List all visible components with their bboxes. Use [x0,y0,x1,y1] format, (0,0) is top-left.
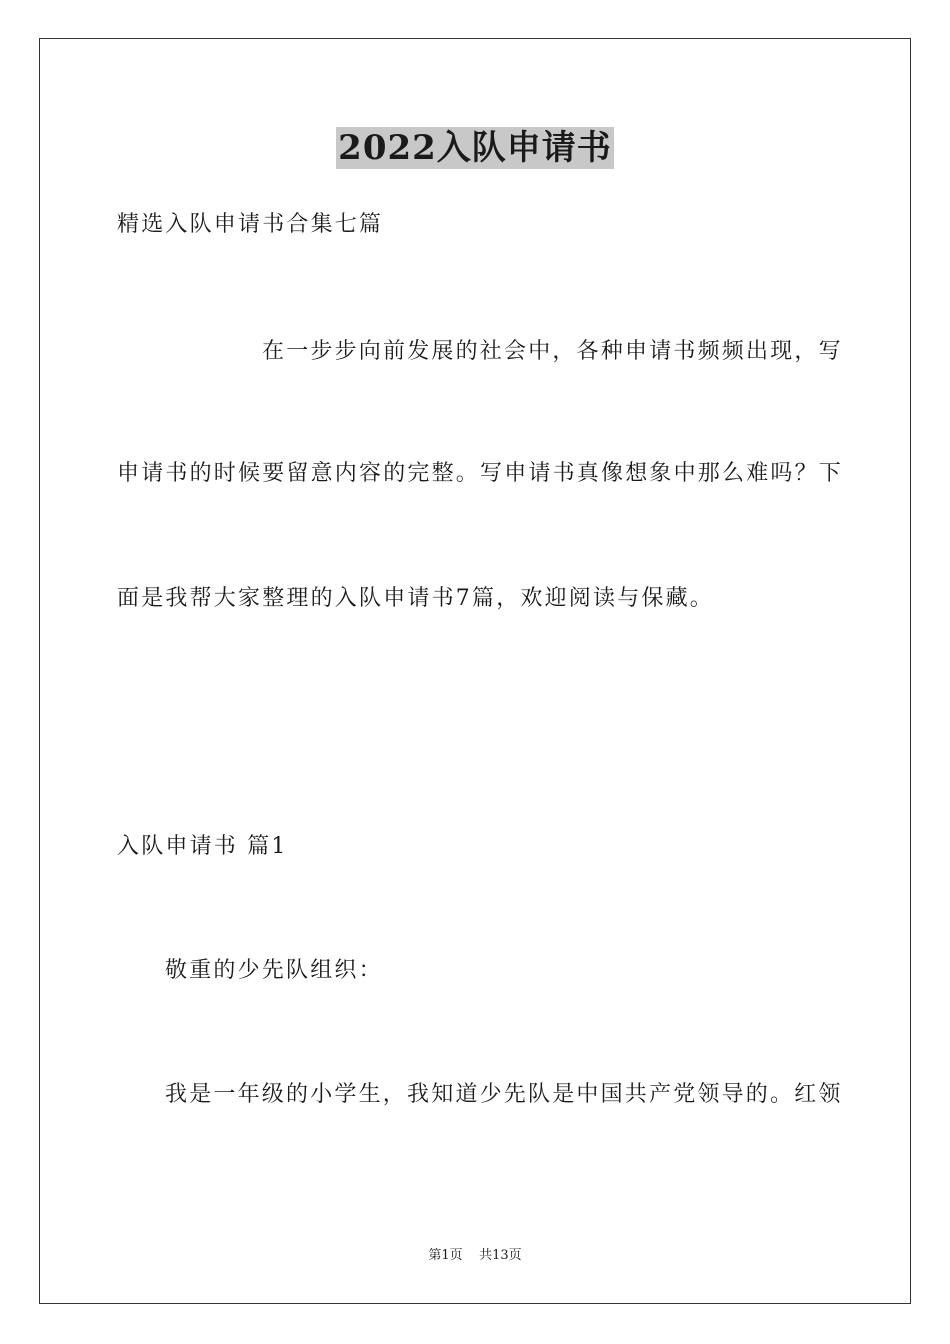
page-number: 第1页 [428,1248,463,1263]
page-footer [0,1247,950,1265]
title-container [0,127,950,169]
document-subtitle: 精选入队申请书合集七篇 [117,212,384,237]
document-title: 2022入队申请书 [338,128,612,168]
body-line-1: 我是一年级的小学生，我知道少先队是中国共产党领导的。红领 [165,1082,843,1107]
section-heading: 入队申请书 篇1 [117,834,288,859]
page-total: 共13页 [479,1248,522,1263]
intro-line-3: 面是我帮大家整理的入队申请书7篇，欢迎阅读与保藏。 [117,586,714,611]
intro-line-2: 申请书的时候要留意内容的完整。写申请书真像想象中那么难吗？下 [117,461,844,486]
intro-line-1: 在一步步向前发展的社会中，各种申请书频频出现，写 [262,339,843,364]
letter-greeting: 敬重的少先队组织： [165,958,383,983]
